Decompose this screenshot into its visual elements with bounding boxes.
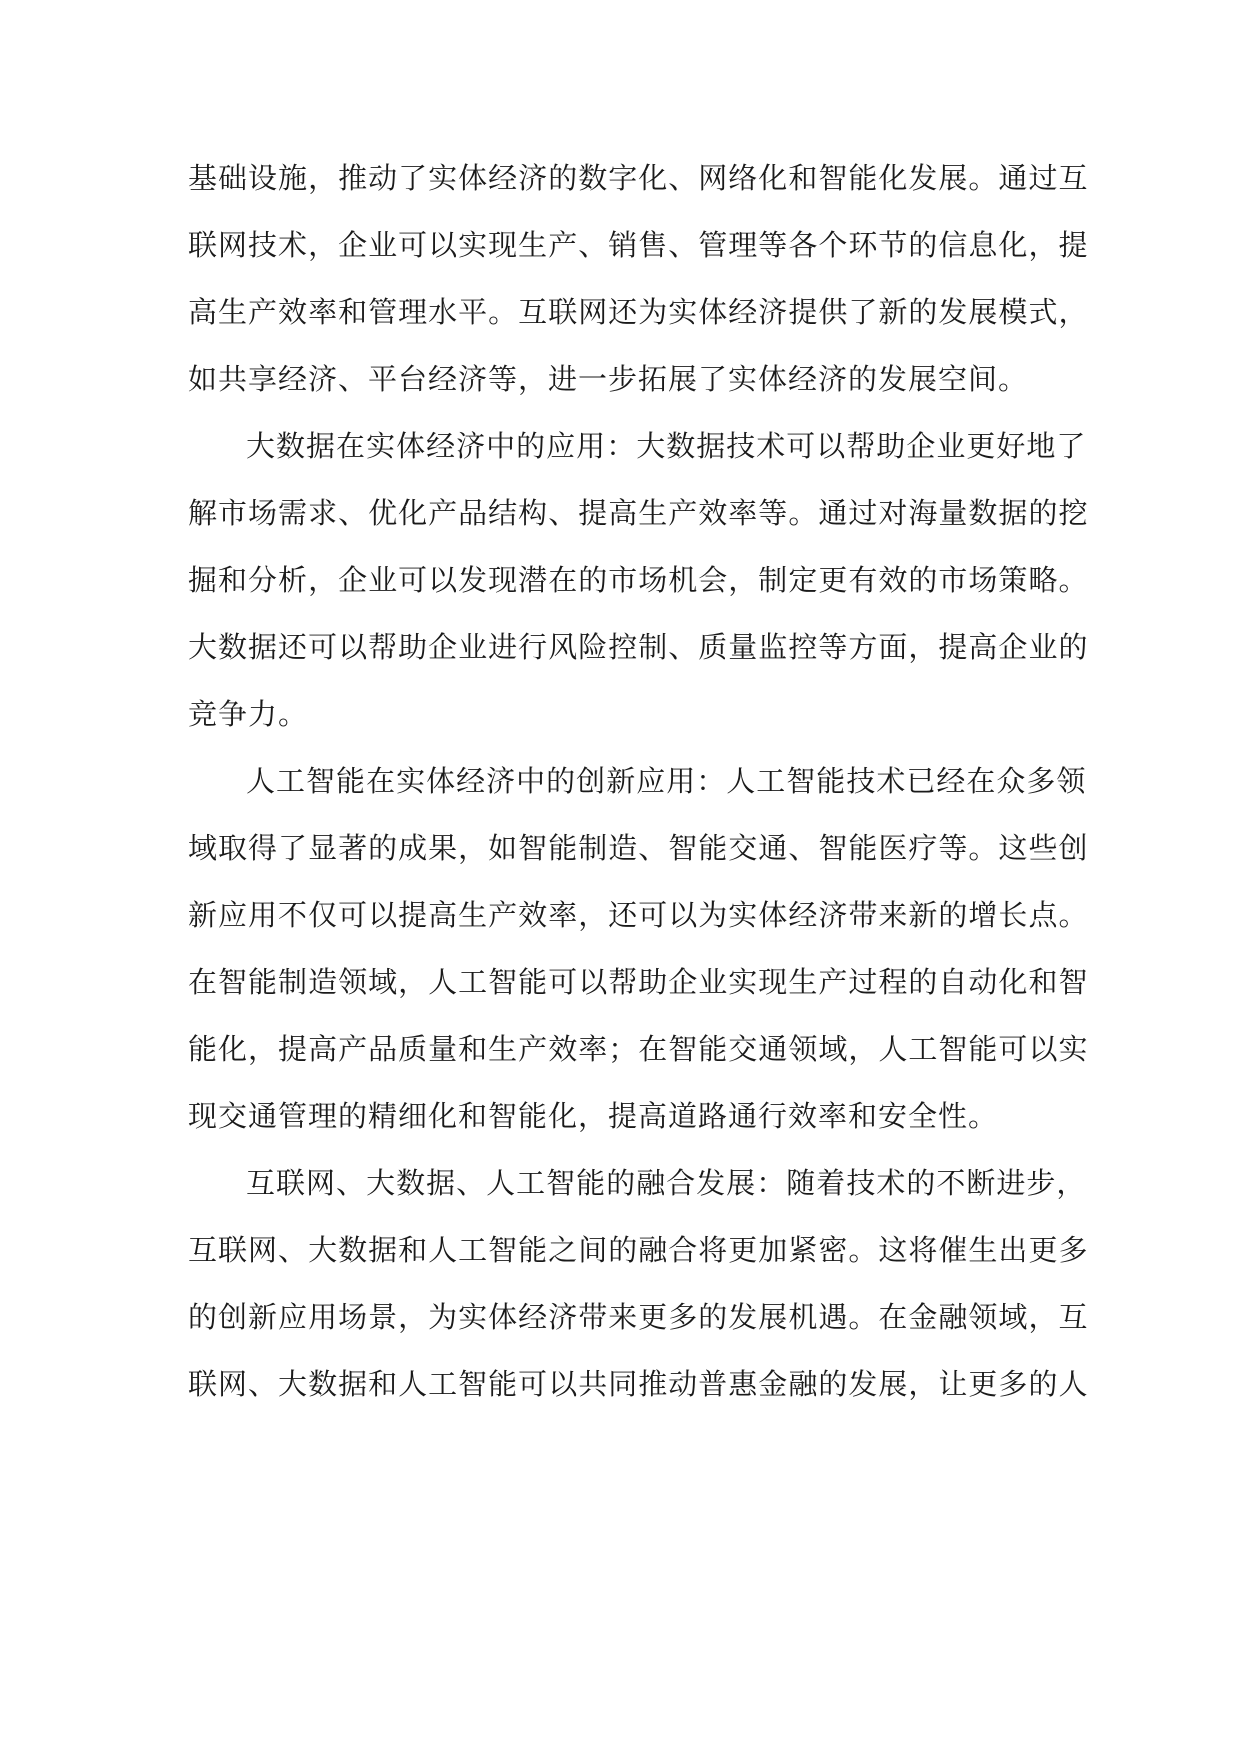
text-line: 能 化 ， 提 高 产 品 质 量 和 生 产 效 率 ； 在 智 能 交 通 领 域 ， 人 工 智 能 可 以 实 bbox=[188, 1032, 1089, 1066]
document-body bbox=[188, 145, 1089, 1418]
text-line: 高 生 产 效 率 和 管 理 水 平 。 互 联 网 还 为 实 体 经 济 提 供 了 新 的 发 展 模 式 ， bbox=[188, 295, 1089, 329]
text-line: 域 取 得 了 显 著 的 成 果 ， 如 智 能 制 造 、 智 能 交 通 、 智 能 医 疗 等 。 这 些 创 bbox=[188, 831, 1089, 865]
text-line: 新 应 用 不 仅 可 以 提 高 生 产 效 率 ， 还 可 以 为 实 体 经 济 带 来 新 的 增 长 点 。 bbox=[188, 898, 1089, 932]
text-line: 互 联 网 、 大 数 据 、 人 工 智 能 的 融 合 发 展 ： 随 着 技 术 的 不 断 进 步 ， bbox=[246, 1166, 1087, 1200]
text-line: 基 础 设 施 ， 推 动 了 实 体 经 济 的 数 字 化 、 网 络 化 和 智 能 化 发 展 。 通 过 互 bbox=[188, 161, 1089, 195]
text-line: 人 工 智 能 在 实 体 经 济 中 的 创 新 应 用 ： 人 工 智 能 技 术 已 经 在 众 多 领 bbox=[246, 764, 1087, 798]
text-line: 在 智 能 制 造 领 域 ， 人 工 智 能 可 以 帮 助 企 业 实 现 生 产 过 程 的 自 动 化 和 智 bbox=[188, 965, 1089, 999]
text-line: 的 创 新 应 用 场 景 ， 为 实 体 经 济 带 来 更 多 的 发 展 机 遇 。 在 金 融 领 域 ， 互 bbox=[188, 1300, 1089, 1334]
text-line: 解 市 场 需 求 、 优 化 产 品 结 构 、 提 高 生 产 效 率 等 。 通 过 对 海 量 数 据 的 挖 bbox=[188, 496, 1089, 530]
text-line: 大 数 据 还 可 以 帮 助 企 业 进 行 风 险 控 制 、 质 量 监 控 等 方 面 ， 提 高 企 业 的 bbox=[188, 630, 1089, 664]
text-line: 掘 和 分 析 ， 企 业 可 以 发 现 潜 在 的 市 场 机 会 ， 制 定 更 有 效 的 市 场 策 略 。 bbox=[188, 563, 1089, 597]
text-line: 竞争力。 bbox=[188, 697, 309, 731]
text-line: 互 联 网 、 大 数 据 和 人 工 智 能 之 间 的 融 合 将 更 加 紧 密 。 这 将 催 生 出 更 多 bbox=[188, 1233, 1089, 1267]
text-line: 如共享经济、平台经济等，进一步拓展了实体经济的发展空间。 bbox=[188, 362, 1029, 396]
text-line: 联 网 、 大 数 据 和 人 工 智 能 可 以 共 同 推 动 普 惠 金 融 的 发 展 ， 让 更 多 的 人 bbox=[188, 1367, 1089, 1401]
text-line: 现交通管理的精细化和智能化，提高道路通行效率和安全性。 bbox=[188, 1099, 999, 1133]
text-line: 大 数 据 在 实 体 经 济 中 的 应 用 ： 大 数 据 技 术 可 以 帮 助 企 业 更 好 地 了 bbox=[246, 429, 1087, 463]
text-line: 联 网 技 术 ， 企 业 可 以 实 现 生 产 、 销 售 、 管 理 等 各 个 环 节 的 信 息 化 ， 提 bbox=[188, 228, 1089, 262]
